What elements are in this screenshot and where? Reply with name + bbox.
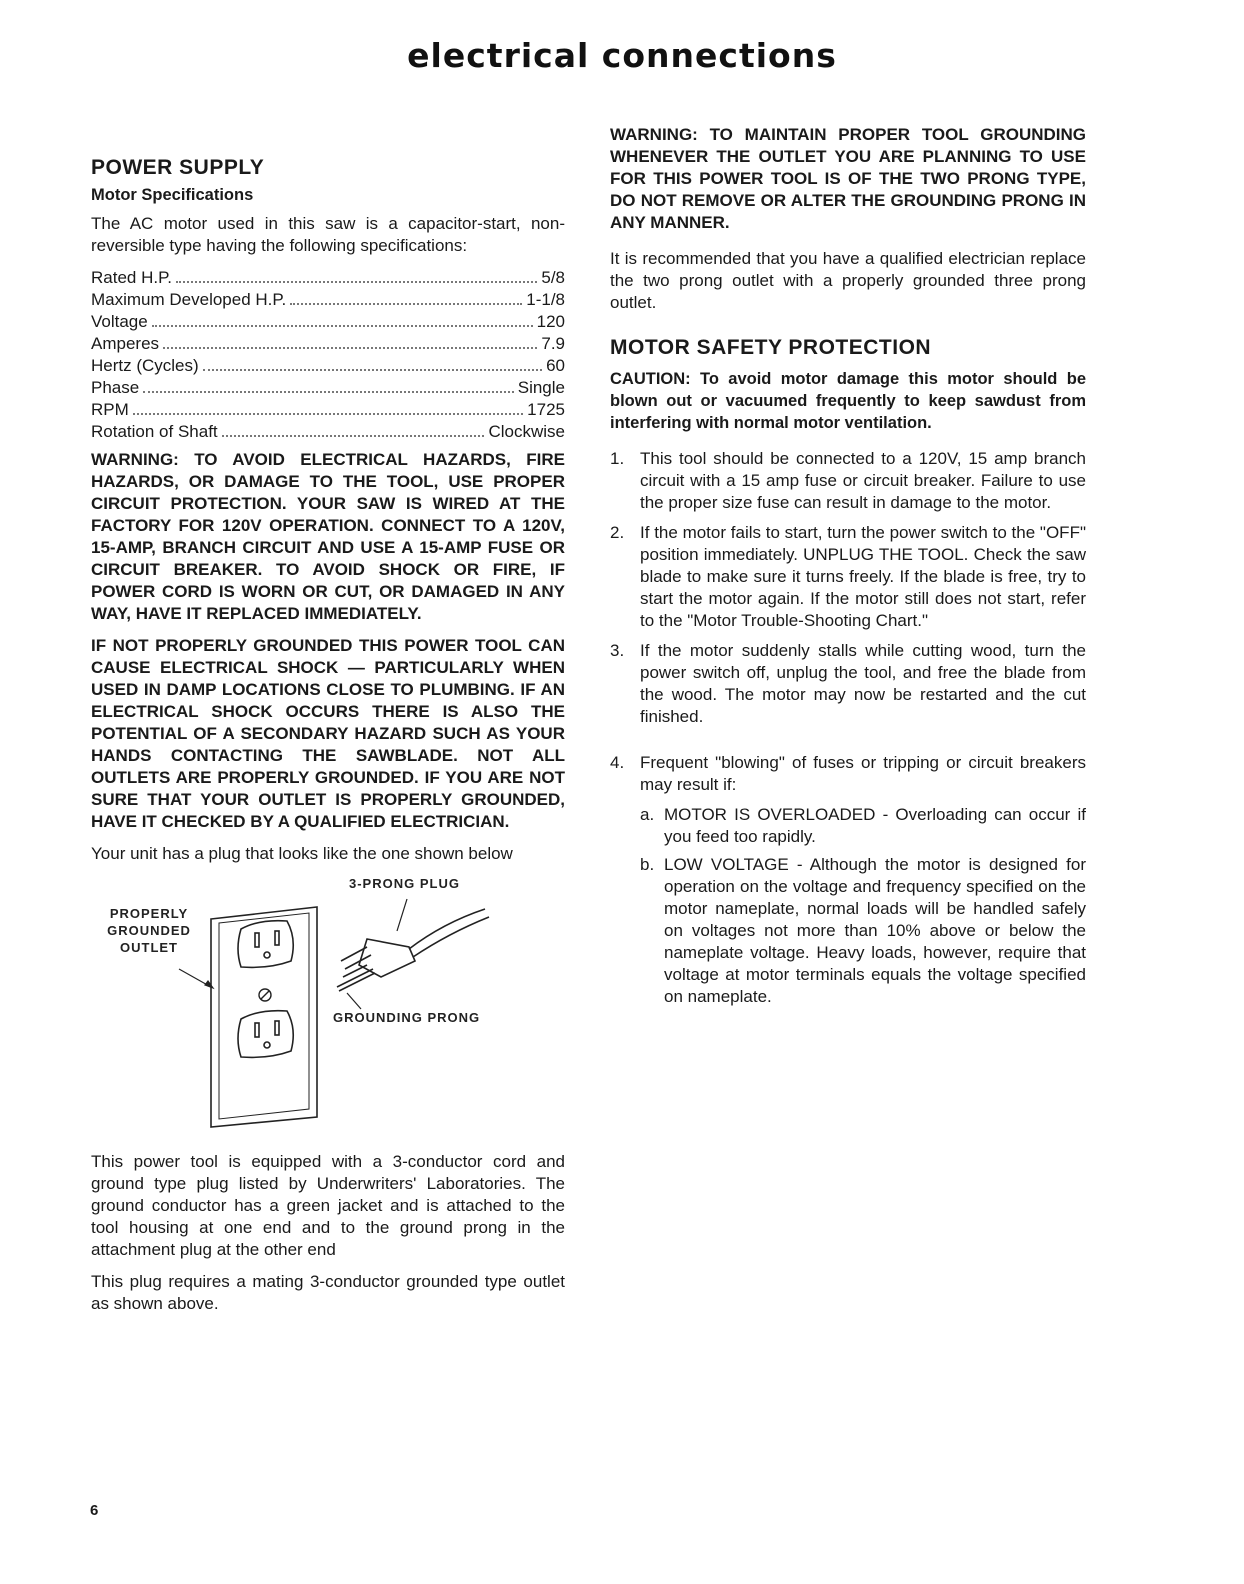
sub-list-text: MOTOR IS OVERLOADED - Overloading can occur if you feed too rapidly. xyxy=(664,805,1086,846)
list-item-number: 4. xyxy=(610,753,625,772)
spec-value: 7.9 xyxy=(541,334,565,353)
motor-intro: The AC motor used in this saw is a capacitor-start, non-reversible type having the following specifications: xyxy=(91,214,565,255)
spec-row xyxy=(91,311,565,333)
spec-label: Amperes xyxy=(91,334,160,353)
power-supply-heading: POWER SUPPLY xyxy=(91,156,265,179)
sub-list-text: LOW VOLTAGE - Although the motor is designed for operation on the voltage and frequency specified on the motor nameplate, normal loads will be handled safely on voltages not more than 10% above or below the nameplate voltage. Heavy loads, however, require that voltage at motor terminals equals the voltage specified on nameplate. xyxy=(664,855,1086,1006)
spec-value: 60 xyxy=(546,356,565,375)
sub-list-letter: a. xyxy=(640,805,655,824)
page-title: electrical connections xyxy=(407,36,837,75)
spec-label: RPM xyxy=(91,400,129,419)
grounding-prong-label: GROUNDING PRONG xyxy=(333,1010,481,1025)
three-prong-plug-icon xyxy=(337,909,489,991)
sub-list-item xyxy=(640,804,1086,848)
dot-leader xyxy=(163,347,537,349)
list-item-text: If the motor fails to start, turn the power switch to the "OFF" position immediately. UNPLUG THE TOOL. Check the saw blade to make sure it turns freely. If the blade is free, try to start the motor again. If the motor still does not start, refer to the "Motor Trouble-Shooting Chart." xyxy=(640,523,1086,630)
spec-row xyxy=(91,377,565,399)
cord-description: This power tool is equipped with a 3-conductor cord and ground type plug listed by Underwriters' Laboratories. The ground conductor has a green jacket and is attached to the tool housing at one end and to the ground prong in the attachment plug at the other end xyxy=(91,1152,565,1259)
list-item-text: Frequent "blowing" of fuses or tripping or circuit breakers may result if: xyxy=(640,753,1086,794)
outlet-plug-diagram xyxy=(91,869,565,1139)
plug-pointer-icon xyxy=(347,899,407,1009)
outlet-pointer-icon xyxy=(179,969,213,988)
dot-leader xyxy=(222,435,485,437)
outlet-label-line-2: GROUNDED xyxy=(107,923,191,938)
spec-value: Clockwise xyxy=(488,422,565,441)
electrician-recommendation: It is recommended that you have a qualified electrician replace the two prong outlet with a properly grounded three prong outlet. xyxy=(610,249,1086,312)
spec-value: Single xyxy=(517,378,565,397)
list-item-number: 2. xyxy=(610,523,625,542)
outlet-plate-icon xyxy=(211,907,317,1127)
mating-outlet-note: This plug requires a mating 3-conductor grounded type outlet as shown above. xyxy=(91,1272,565,1313)
outlet-label-line-3: OUTLET xyxy=(120,940,178,955)
spec-label: Phase xyxy=(91,378,140,397)
dot-leader xyxy=(152,325,533,327)
spec-label: Rotation of Shaft xyxy=(91,422,218,441)
list-item-number: 1. xyxy=(610,449,625,468)
lower-receptacle-icon xyxy=(238,1011,293,1058)
three-prong-plug-label: 3-PRONG PLUG xyxy=(349,876,460,891)
dot-leader xyxy=(143,391,514,393)
spec-value: 120 xyxy=(536,312,565,331)
dot-leader xyxy=(203,369,542,371)
screw-icon xyxy=(259,989,271,1001)
sub-list-item xyxy=(640,854,1086,1008)
spec-label: Voltage xyxy=(91,312,148,331)
list-item-text: If the motor suddenly stalls while cutting wood, turn the power switch off, unplug the tool, and free the blade from the wood. The motor may now be restarted and the cut finished. xyxy=(640,641,1086,726)
spec-label: Rated H.P. xyxy=(91,268,172,287)
page-number: 6 xyxy=(90,1502,99,1519)
list-item xyxy=(610,448,1086,514)
dot-leader xyxy=(290,303,522,305)
list-item xyxy=(610,522,1086,632)
spec-row xyxy=(91,399,565,421)
motor-caution: CAUTION: To avoid motor damage this motor should be blown out or vacuumed frequently to keep sawdust from interfering with normal motor ventilation. xyxy=(610,370,1086,432)
left-column xyxy=(91,156,565,1325)
right-column xyxy=(610,124,1086,1014)
dot-leader xyxy=(133,413,523,415)
spec-row xyxy=(91,355,565,377)
plug-intro: Your unit has a plug that looks like the one shown below xyxy=(91,844,513,863)
list-item xyxy=(610,640,1086,728)
spec-row xyxy=(91,267,565,289)
spec-row xyxy=(91,333,565,355)
outlet-label xyxy=(97,905,201,956)
grounding-shock-warning: IF NOT PROPERLY GROUNDED THIS POWER TOOL CAN CAUSE ELECTRICAL SHOCK — PARTICULARLY WHEN USED IN DAMP LOCATIONS CLOSE TO PLUMBING. IF AN ELECTRICAL SHOCK OCCURS THERE IS ALSO THE POTENTIAL OF A SECONDARY HAZARD SUCH AS YOUR HANDS CONTACTING THE SAWBLADE. NOT ALL OUTLETS ARE PROPERLY GROUNDED. IF YOU ARE NOT SURE THAT YOUR OUTLET IS PROPERLY GROUNDED, HAVE IT CHECKED BY A QUALIFIED ELECTRICIAN. xyxy=(91,636,565,831)
motor-safety-heading: MOTOR SAFETY PROTECTION xyxy=(610,336,932,359)
outlet-label-line-1: PROPERLY xyxy=(109,906,189,921)
spec-label: Hertz (Cycles) xyxy=(91,356,199,375)
spec-value: 1-1/8 xyxy=(526,290,565,309)
sub-list-letter: b. xyxy=(640,855,655,874)
motor-specifications-subheading: Motor Specifications xyxy=(91,186,254,204)
spec-value: 5/8 xyxy=(541,268,565,287)
spec-row xyxy=(91,289,565,311)
upper-receptacle-icon xyxy=(238,921,293,968)
spec-value: 1725 xyxy=(527,400,565,419)
spec-row xyxy=(91,421,565,443)
list-item xyxy=(610,752,1086,796)
grounding-prong-warning: WARNING: TO MAINTAIN PROPER TOOL GROUNDING WHENEVER THE OUTLET YOU ARE PLANNING TO USE FOR THIS POWER TOOL IS OF THE TWO PRONG TYPE, DO NOT REMOVE OR ALTER THE GROUNDING PRONG IN ANY MANNER. xyxy=(610,125,1086,232)
list-item-number: 3. xyxy=(610,641,625,660)
circuit-protection-warning: WARNING: TO AVOID ELECTRICAL HAZARDS, FIRE HAZARDS, OR DAMAGE TO THE TOOL, USE PROPER CIRCUIT PROTECTION. YOUR SAW IS WIRED AT THE FACTORY FOR 120V OPERATION. CONNECT TO A 120V, 15-AMP, BRANCH CIRCUIT AND USE A 15-AMP FUSE OR CIRCUIT BREAKER. TO AVOID SHOCK OR FIRE, IF POWER CORD IS WORN OR CUT, OR DAMAGED IN ANY WAY, HAVE IT REPLACED IMMEDIATELY. xyxy=(91,450,565,623)
list-item-text: This tool should be connected to a 120V, 15 amp branch circuit with a 15 amp fuse or circuit breaker. Failure to use the proper size fuse can result in damage to the motor. xyxy=(640,449,1086,512)
spec-list xyxy=(91,267,565,443)
spec-label: Maximum Developed H.P. xyxy=(91,290,287,309)
dot-leader xyxy=(176,281,537,283)
